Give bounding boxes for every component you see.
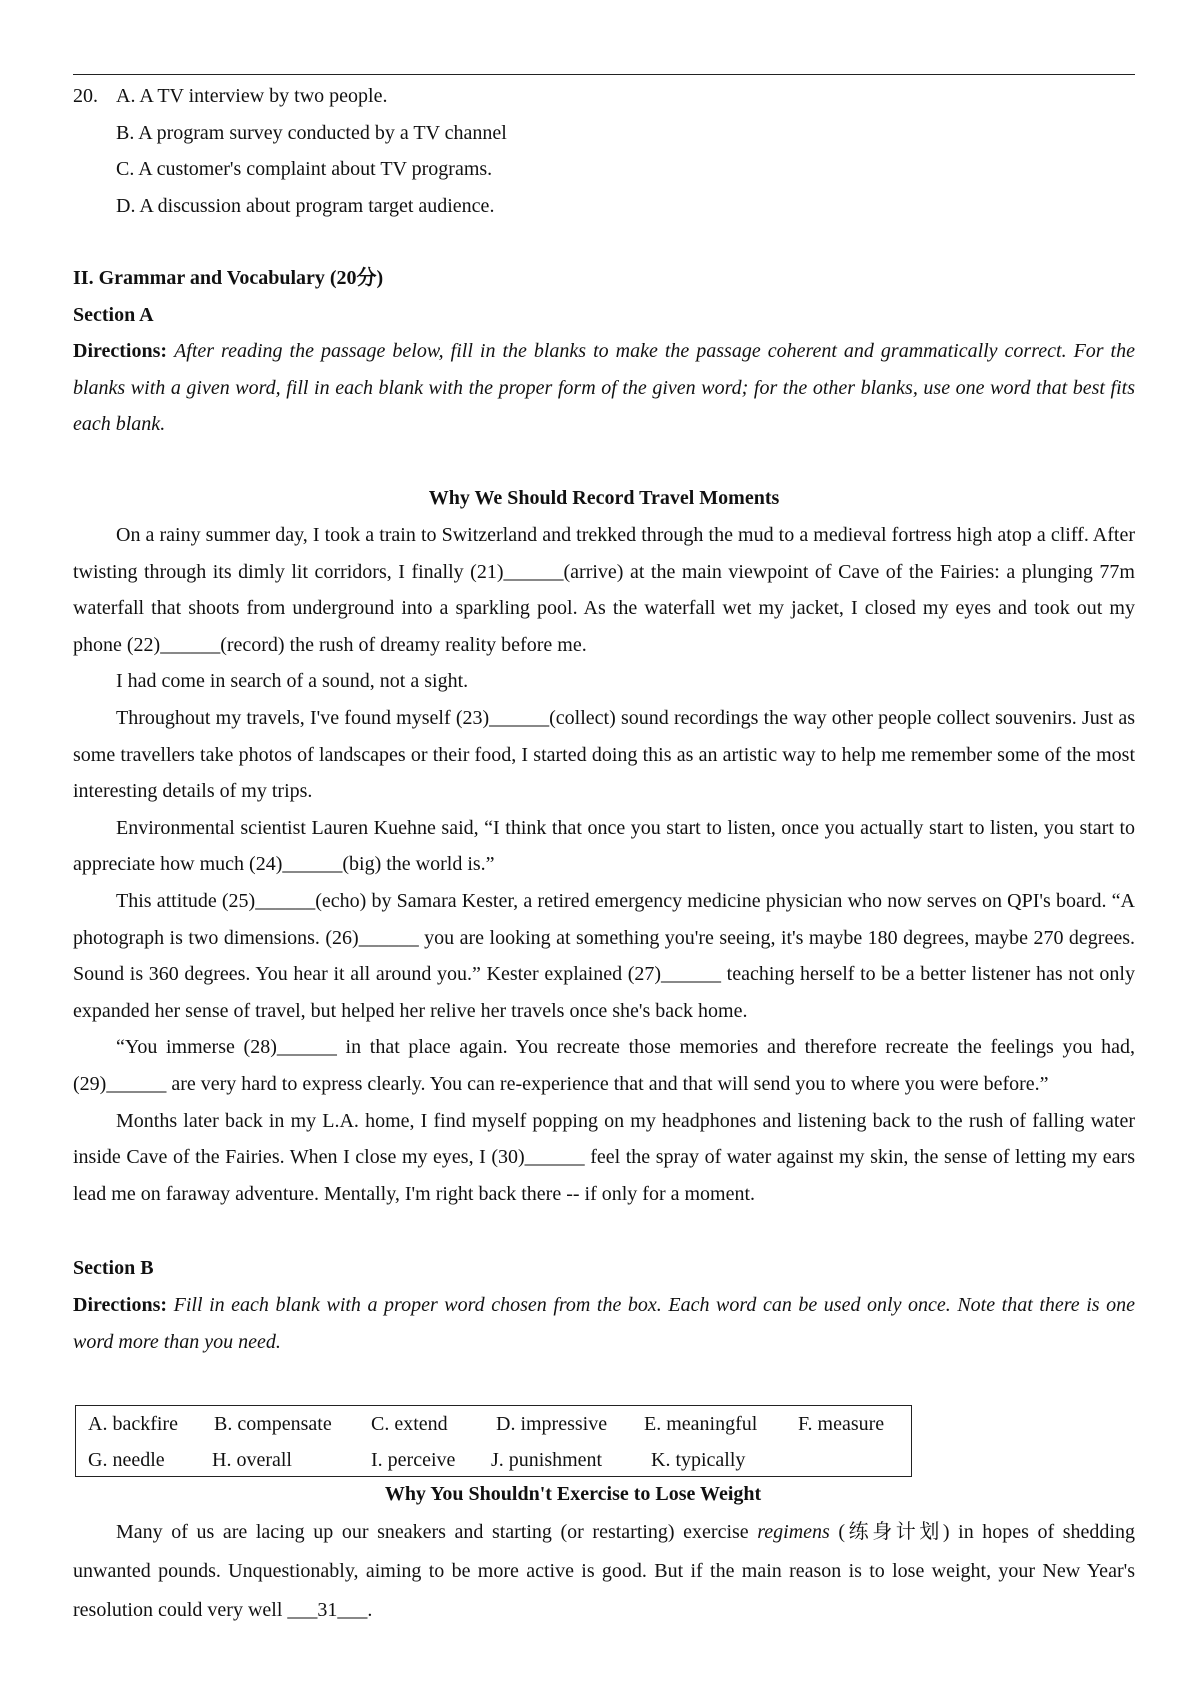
word-option: D. impressive <box>496 1413 608 1435</box>
question-20-option-a: 20. A. A TV interview by two people. <box>73 78 1135 115</box>
directions-text: Fill in each blank with a proper word chosen from the box. Each word can be used only once. Note that there is one word more than you need. <box>73 1294 1135 1353</box>
word-option: C. extend <box>371 1413 448 1435</box>
question-number: 20. <box>73 85 98 107</box>
italic-term: regimens <box>757 1521 830 1543</box>
word-option: A. backfire <box>88 1413 178 1435</box>
word-option: I. perceive <box>371 1449 456 1471</box>
section-a-passage-title: Why We Should Record Travel Moments <box>428 487 780 509</box>
word-option: J. punishment <box>491 1449 603 1471</box>
section-b-passage <box>73 1513 1135 1630</box>
section-b-directions <box>73 1287 1135 1360</box>
question-20 <box>73 78 1135 224</box>
question-20-option-d: D. A discussion about program target audience. <box>116 194 495 217</box>
passage-paragraph: Months later back in my L.A. home, I find myself popping on my headphones and listening back to the rush of falling water inside Cave of the Fairies. When I close my eyes, I (30)______ feel the spray of water against my skin, the sense of letting my ears lead me on faraway adventure. Mentally, I'm right back there -- if only for a moment. <box>73 1109 1135 1205</box>
passage-paragraph: “You immerse (28)______ in that place again. You recreate those memories and therefore recreate the feelings you had, (29)______ are very hard to express clearly. You can re-experience that and that will send you to where you were before.” <box>73 1036 1135 1095</box>
passage-paragraph: On a rainy summer day, I took a train to Switzerland and trekked through the mud to a medieval fortress high atop a cliff. After twisting through its dimly lit corridors, I finally (21)______(arrive) at the main viewpoint of Cave of the Fairies: a plunging 77m waterfall that shoots from underground into a sparkling pool. As the waterfall wet my jacket, I closed my eyes and took out my phone (22)______(record) the rush of dreamy reality before me. <box>73 524 1135 656</box>
word-box <box>75 1405 912 1477</box>
section-b-passage-title: Why You Shouldn't Exercise to Lose Weight <box>384 1483 762 1505</box>
word-option: F. measure <box>798 1413 885 1435</box>
passage-paragraph: Throughout my travels, I've found myself (23)______(collect) sound recordings the way other people collect souvenirs. Just as some travellers take photos of landscapes or their food, I started doing this as an artistic way to help me remember some of the most interesting details of my trips. <box>73 706 1135 803</box>
passage-paragraph: This attitude (25)______(echo) by Samara Kester, a retired emergency medicine physician who now serves on QPI's board. “A photograph is two dimensions. (26)______ you are looking at something you're seeing, it's maybe 180 degrees, maybe 270 degrees. Sound is 360 degrees. You hear it all around you.” Kester explained (27)______ teaching herself to be a better listener has not only expanded her sense of travel, but helped her relive her travels once she's back home. <box>73 889 1135 1022</box>
word-option: E. meaningful <box>644 1413 758 1435</box>
section-a-heading: Section A <box>73 304 154 326</box>
part-2-heading: II. Grammar and Vocabulary (20分) <box>73 267 384 289</box>
word-option: G. needle <box>88 1449 165 1471</box>
word-option: B. compensate <box>214 1413 332 1435</box>
directions-text: After reading the passage below, fill in the blanks to make the passage coherent and grammatically correct. For the blanks with a given word, fill in each blank with the proper form of the given word; for the other blanks, use one word that best fits each blank. <box>73 340 1135 436</box>
passage-paragraph: Many of us are lacing up our sneakers and starting (or restarting) exercise regimens (练身计划) in hopes of shedding unwanted pounds. Unquestionably, aiming to be more active is good. But if the main reason is to lose weight, your New Year's resolution could very well ___31___. <box>73 1521 1135 1621</box>
top-rule <box>73 74 1135 75</box>
passage-paragraph: I had come in search of a sound, not a sight. <box>116 670 469 693</box>
question-20-option-b: B. A program survey conducted by a TV channel <box>116 121 507 144</box>
question-20-option-c: C. A customer's complaint about TV programs. <box>116 158 493 180</box>
section-a-passage <box>73 517 1135 1212</box>
word-option: H. overall <box>212 1449 292 1471</box>
directions-label: Directions: <box>73 1294 168 1316</box>
section-a-directions <box>73 333 1135 443</box>
directions-label: Directions: <box>73 340 168 362</box>
passage-paragraph: Environmental scientist Lauren Kuehne said, “I think that once you start to listen, once you actually start to listen, you start to appreciate how much (24)______(big) the world is.” <box>73 816 1135 876</box>
word-option: K. typically <box>651 1449 746 1471</box>
section-b-heading: Section B <box>73 1257 154 1279</box>
